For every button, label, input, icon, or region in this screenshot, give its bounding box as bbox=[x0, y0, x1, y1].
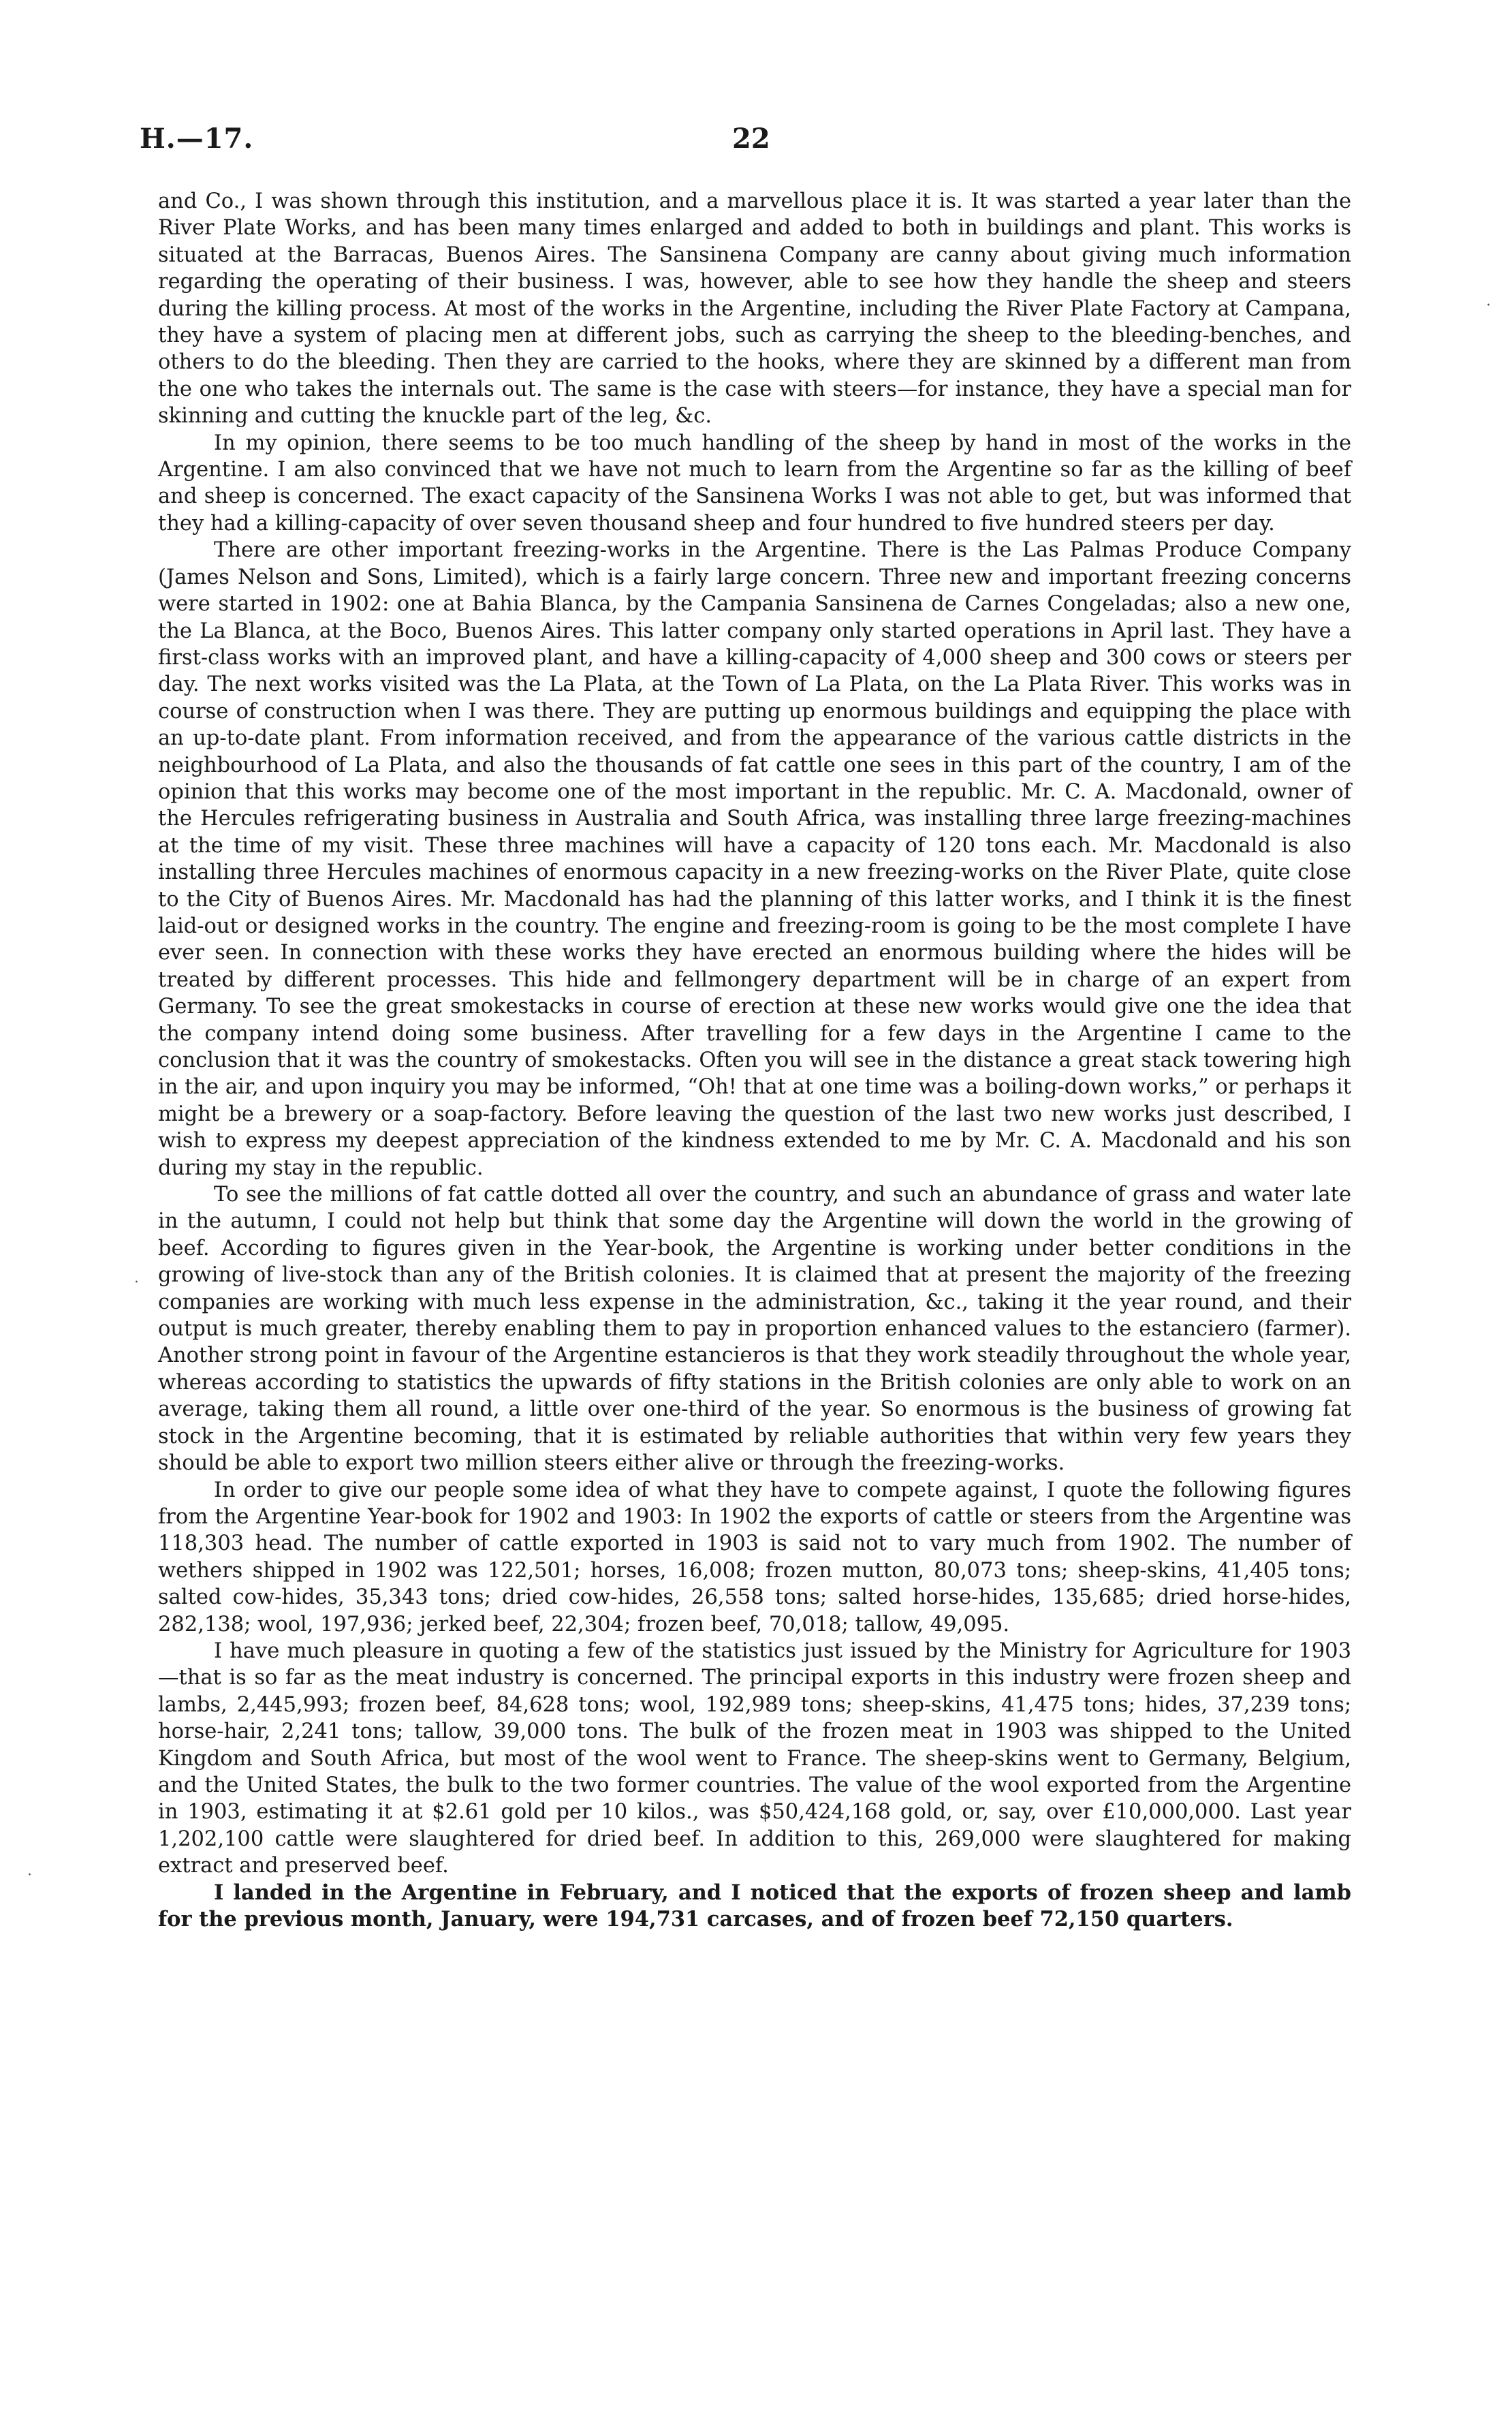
paragraph-2: In my opinion, there seems to be too much handling of the sheep by hand in most of the works in the Argentine. I am also convinced that we have not much to learn from the Argentine so far as the killing of beef and sheep is concerned. The exact capacity of the Sansinena Works I was not able to get, but was informed that they had a killing-capacity of over seven thousand sheep and four hundred to five hundred steers per day. bbox=[158, 431, 1351, 535]
paragraph-6: I have much pleasure in quoting a few of the statistics just issued by the Ministry for Agriculture for 1903—that is so far as the meat industry is concerned. The principal exports in this industry were frozen sheep and lambs, 2,445,993; frozen beef, 84,628 tons; wool, 192,989 tons; sheep-skins, 41,475 tons; hides, 37,239 tons; horse-hair, 2,241 tons; tallow, 39,000 tons. The bulk of the frozen meat in 1903 was shipped to the United Kingdom and South Africa, but most of the wool went to France. The sheep-skins went to Germany, Belgium, and the United States, the bulk to the two former countries. The value of the wool exported from the Argentine in 1903, estimating it at $2.61 gold per 10 kilos., was $50,424,168 gold, or, say, over £10,000,000. Last year 1,202,100 cattle were slaughtered for dried beef. In addition to this, 269,000 were slaughtered for making extract and preserved beef. bbox=[158, 1639, 1351, 1878]
body-text bbox=[158, 188, 1351, 1933]
paragraph-1: and Co., I was shown through this institution, and a marvellous place it is. It was started a year later than the River Plate Works, and has been many times enlarged and added to both in buildings and plant. This works is situated at the Barracas, Buenos Aires. The Sansinena Company are canny about giving much information regarding the operating of their business. I was, however, able to see how they handle the sheep and steers during the killing process. At most of the works in the Argentine, including the River Plate Factory at Campana, they have a system of placing men at different jobs, such as carrying the sheep to the bleeding-benches, and others to do the bleeding. Then they are carried to the hooks, where they are skinned by a different man from the one who takes the internals out. The same is the case with steers—for instance, they have a special man for skinning and cutting the knuckle part of the leg, &c. bbox=[158, 189, 1351, 429]
margin-mark: · bbox=[27, 1867, 32, 1884]
paragraph-5: In order to give our people some idea of what they have to compete against, I quote the following figures from the Argentine Year-book for 1902 and 1903: In 1902 the exports of cattle or steers from the Argentine was 118,303 head. The number of cattle exported in 1903 is said not to vary much from 1902. The number of wethers shipped in 1902 was 122,501; horses, 16,008; frozen mutton, 80,073 tons; sheep-skins, 41,405 tons; salted cow-hides, 35,343 tons; dried cow-hides, 26,558 tons; salted horse-hides, 135,685; dried horse-hides, 282,138; wool, 197,936; jerked beef, 22,304; frozen beef, 70,018; tallow, 49,095. bbox=[158, 1478, 1351, 1636]
paragraph-3: There are other important freezing-works in the Argentine. There is the Las Palmas Produce Company (James Nelson and Sons, Limited), which is a fairly large concern. Three new and important freezing concerns were started in 1902: one at Bahia Blanca, by the Campania Sansinena de Carnes Congeladas; also a new one, the La Blanca, at the Boco, Buenos Aires. This latter company only started operations in April last. They have a first-class works with an improved plant, and have a killing-capacity of 4,000 sheep and 300 cows or steers per day. The next works visited was the La Plata, at the Town of La Plata, on the La Plata River. This works was in course of construction when I was there. They are putting up enormous buildings and equipping the place with an up-to-date plant. From information received, and from the appearance of the various cattle districts in the neighbourhood of La Plata, and also the thousands of fat cattle one sees in this part of the country, I am of the opinion that this works may become one of the most important in the republic. Mr. C. A. Macdonald, owner of the Hercules refrigerating business in Australia and South Africa, was installing three large freezing-machines at the time of my visit. These three machines will have a capacity of 120 tons each. Mr. Macdonald is also installing three Hercules machines of enormous capacity in a new freezing-works on the River Plate, quite close to the City of Buenos Aires. Mr. Macdonald has had the planning of this latter works, and I think it is the finest laid-out or designed works in the country. The engine and freezing-room is going to be the most complete I have ever seen. In connection with these works they have erected an enormous building where the hides will be treated by different processes. This hide and fellmongery department will be in charge of an expert from Germany. To see the great smokestacks in course of erection at these new works would give one the idea that the company intend doing some business. After travelling for a few days in the Argentine I came to the conclusion that it was the country of smokestacks. Often you will see in the distance a great stack towering high in the air, and upon inquiry you may be informed, “Oh! that at one time was a boiling-down works,” or perhaps it might be a brewery or a soap-factory. Before leaving the question of the last two new works just described, I wish to express my deepest appreciation of the kindness extended to me by Mr. C. A. Macdonald and his son during my stay in the republic. bbox=[158, 538, 1351, 1180]
page-number: 22 bbox=[732, 123, 770, 155]
paragraph-7: I landed in the Argentine in February, and I noticed that the exports of frozen sheep and lamb for the previous month, January, were 194,731 carcases, and of frozen beef 72,150 quarters. bbox=[158, 1880, 1351, 1931]
page-header bbox=[140, 123, 1359, 164]
document-reference: H.—17. bbox=[140, 123, 254, 155]
paragraph-4: To see the millions of fat cattle dotted all over the country, and such an abundance of grass and water late in the autumn, I could not help but think that some day the Argentine will down the world in the growing of beef. According to figures given in the Year-book, the Argentine is working under better conditions in the growing of live-stock than any of the British colonies. It is claimed that at present the majority of the freezing companies are working with much less expense in the administration, &c., taking it the year round, and their output is much greater, thereby enabling them to pay in proportion enhanced values to the estanciero (farmer). Another strong point in favour of the Argentine estancieros is that they work steadily throughout the whole year, whereas according to statistics the upwards of fifty stations in the British colonies are only able to work on an average, taking them all round, a little over one-third of the year. So enormous is the business of growing fat stock in the Argentine becoming, that it is estimated by reliable authorities that within very few years they should be able to export two million steers either alive or through the freezing-works. bbox=[158, 1183, 1351, 1476]
margin-mark: · bbox=[1486, 297, 1491, 314]
margin-mark: · bbox=[134, 1274, 139, 1291]
